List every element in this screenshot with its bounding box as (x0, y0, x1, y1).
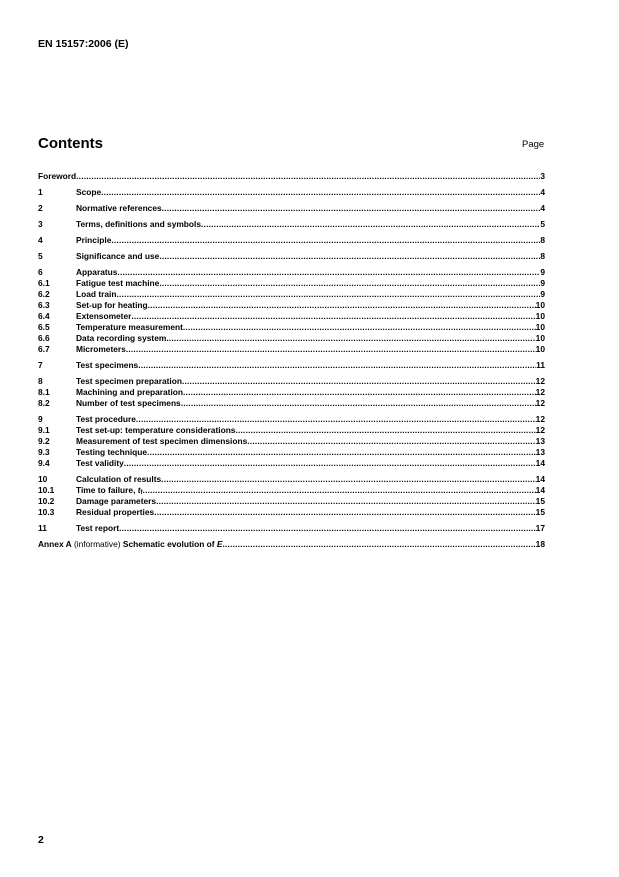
annex-title-text: Schematic evolution of (122, 539, 217, 549)
toc-entry-6-2[interactable] (38, 289, 545, 300)
toc-entry-number: 1 (38, 187, 43, 197)
toc-entry-10[interactable] (38, 474, 545, 485)
toc-entry-10-3[interactable] (38, 507, 545, 518)
toc-entry-title: Number of test specimens (76, 398, 181, 408)
annex-type: (informative) (71, 539, 123, 549)
toc-entry-number: 11 (38, 523, 47, 533)
toc-entry-number: 5 (38, 251, 43, 261)
toc-leader-dots (159, 251, 540, 262)
toc-entry-page: 10 (535, 300, 545, 310)
toc-leader-dots (147, 447, 536, 458)
toc-leader-dots (159, 278, 540, 289)
toc-entry-number: 9.1 (38, 425, 50, 435)
toc-entry-page: 14 (535, 485, 545, 495)
toc-entry-6-1[interactable] (38, 278, 545, 289)
toc-entry-page: 13 (535, 447, 545, 457)
toc-entry-number: 9.4 (38, 458, 50, 468)
toc-entry-title: Testing technique (76, 447, 148, 457)
toc-group-5 (38, 251, 545, 262)
toc-entry-title: Terms, definitions and symbols (76, 219, 202, 229)
toc-entry-title: Test procedure (76, 414, 136, 424)
annex-label: Annex A (38, 539, 72, 549)
toc-entry-title-text: Time to failure, (76, 485, 138, 495)
failure-subscript: f (140, 490, 143, 496)
toc-entry-page: 12 (535, 387, 545, 397)
toc-entry-number: 10.2 (38, 496, 55, 506)
toc-leader-dots (182, 376, 536, 387)
toc-leader-dots (201, 219, 540, 230)
toc-group-3 (38, 219, 545, 230)
toc-entry-page: 9 (540, 267, 545, 277)
toc-entry-number: 9.2 (38, 436, 50, 446)
modulus-variable: E (216, 539, 223, 549)
toc-entry-number: 10.3 (38, 507, 55, 517)
toc-entry-title (38, 539, 222, 550)
toc-entry-number: 10.1 (38, 485, 55, 495)
toc-entry-page: 8 (540, 235, 545, 245)
toc-entry-annex-a[interactable] (38, 539, 545, 550)
toc-leader-dots (117, 267, 540, 278)
toc-entry-page: 17 (535, 523, 545, 533)
toc-entry-number: 8.1 (38, 387, 50, 397)
toc-entry-9[interactable] (38, 414, 545, 425)
toc-entry-title: Temperature measurement (76, 322, 183, 332)
toc-entry-title: Apparatus (76, 267, 118, 277)
toc-entry-7[interactable] (38, 360, 545, 371)
toc-entry-page: 5 (540, 219, 545, 229)
toc-group-6 (38, 267, 545, 355)
toc-entry-foreword[interactable] (38, 171, 545, 182)
toc-entry-2[interactable] (38, 203, 545, 214)
toc-entry-3[interactable] (38, 219, 545, 230)
toc-entry-number: 6.1 (38, 278, 50, 288)
contents-heading: Contents (38, 135, 103, 152)
toc-leader-dots (148, 300, 536, 311)
toc-entry-title: Foreword (38, 171, 77, 181)
toc-entry-number: 2 (38, 203, 43, 213)
toc-entry-page: 10 (535, 333, 545, 343)
toc-group-11 (38, 523, 545, 534)
toc-entry-page: 12 (535, 376, 545, 386)
toc-entry-5[interactable] (38, 251, 545, 262)
toc-entry-number: 6.3 (38, 300, 50, 310)
toc-leader-dots (183, 387, 536, 398)
toc-entry-number: 6.7 (38, 344, 50, 354)
toc-entry-number: 6.6 (38, 333, 50, 343)
toc-leader-dots (116, 289, 540, 300)
toc-entry-page: 12 (535, 414, 545, 424)
toc-entry-9-2[interactable] (38, 436, 545, 447)
toc-entry-title: Measurement of test specimen dimensions (76, 436, 248, 446)
toc-leader-dots (138, 360, 536, 371)
toc-entry-6[interactable] (38, 267, 545, 278)
toc-leader-dots (131, 311, 535, 322)
toc-leader-dots (124, 458, 536, 469)
toc-entry-number: 10 (38, 474, 48, 484)
toc-entry-number: 7 (38, 360, 43, 370)
table-of-contents (38, 171, 545, 555)
toc-entry-title: Test set-up: temperature considerations (76, 425, 236, 435)
toc-leader-dots (183, 322, 536, 333)
toc-entry-number: 3 (38, 219, 43, 229)
toc-leader-dots (222, 539, 535, 550)
toc-entry-title: Test specimens (76, 360, 139, 370)
toc-entry-title: Damage parameters (76, 496, 157, 506)
toc-entry-number: 4 (38, 235, 43, 245)
toc-entry-title: Test specimen preparation (76, 376, 182, 386)
toc-entry-number: 6 (38, 267, 43, 277)
toc-entry-title: Residual properties (76, 507, 155, 517)
toc-entry-number: 9 (38, 414, 43, 424)
toc-entry-page: 10 (535, 311, 545, 321)
page-column-label: Page (522, 139, 545, 150)
toc-leader-dots (140, 485, 536, 496)
toc-entry-page: 15 (535, 496, 545, 506)
toc-entry-page: 10 (535, 344, 545, 354)
toc-leader-dots (247, 436, 535, 447)
toc-entry-page: 9 (540, 278, 545, 288)
toc-entry-title: Significance and use (76, 251, 160, 261)
toc-group-2 (38, 203, 545, 214)
toc-entry-page: 10 (535, 322, 545, 332)
toc-entry-8[interactable] (38, 376, 545, 387)
toc-entry-page: 13 (535, 436, 545, 446)
toc-entry-10-1[interactable] (38, 485, 545, 496)
toc-entry-title: Extensometer (76, 311, 132, 321)
toc-group-9 (38, 414, 545, 469)
toc-entry-8-2[interactable] (38, 398, 545, 409)
toc-entry-title: Normative references (76, 203, 162, 213)
toc-leader-dots (162, 203, 541, 214)
toc-entry-page: 8 (540, 251, 545, 261)
toc-entry-title: Calculation of results (76, 474, 162, 484)
page-number: 2 (38, 834, 44, 846)
toc-group-10 (38, 474, 545, 518)
toc-entry-8-1[interactable] (38, 387, 545, 398)
toc-entry-title: Scope (76, 187, 102, 197)
toc-group-1 (38, 187, 545, 198)
toc-group-7 (38, 360, 545, 371)
toc-entry-6-3[interactable] (38, 300, 545, 311)
toc-entry-number: 6.4 (38, 311, 50, 321)
toc-entry-page: 3 (540, 171, 545, 181)
toc-leader-dots (156, 496, 536, 507)
toc-entry-6-5[interactable] (38, 322, 545, 333)
toc-group-4 (38, 235, 545, 246)
toc-entry-number: 8.2 (38, 398, 50, 408)
toc-entry-9-4[interactable] (38, 458, 545, 469)
toc-entry-number: 9.3 (38, 447, 50, 457)
toc-leader-dots (181, 398, 536, 409)
toc-leader-dots (76, 171, 540, 182)
toc-group-annex-a (38, 539, 545, 550)
toc-group-8 (38, 376, 545, 409)
toc-entry-page: 4 (540, 187, 545, 197)
toc-entry-1[interactable] (38, 187, 545, 198)
toc-entry-page: 18 (535, 539, 545, 549)
toc-leader-dots (136, 414, 536, 425)
toc-entry-10-2[interactable] (38, 496, 545, 507)
toc-entry-number: 6.2 (38, 289, 50, 299)
toc-entry-title: Principle (76, 235, 112, 245)
toc-entry-number: 8 (38, 376, 43, 386)
toc-entry-title: Set-up for heating (76, 300, 148, 310)
toc-entry-number: 6.5 (38, 322, 50, 332)
toc-entry-page: 14 (535, 458, 545, 468)
toc-leader-dots (111, 235, 540, 246)
time-variable: t (137, 485, 141, 495)
toc-group-foreword (38, 171, 545, 182)
toc-entry-page: 14 (535, 474, 545, 484)
toc-leader-dots (161, 474, 536, 485)
toc-entry-4[interactable] (38, 235, 545, 246)
toc-entry-page: 12 (535, 425, 545, 435)
document-identifier: EN 15157:2006 (E) (38, 38, 129, 50)
toc-leader-dots (126, 344, 536, 355)
toc-entry-title: Fatigue test machine (76, 278, 160, 288)
toc-entry-page: 12 (535, 398, 545, 408)
toc-entry-title: Data recording system (76, 333, 167, 343)
toc-entry-6-4[interactable] (38, 311, 545, 322)
toc-entry-title: Test report (76, 523, 120, 533)
toc-entry-9-1[interactable] (38, 425, 545, 436)
toc-entry-9-3[interactable] (38, 447, 545, 458)
toc-leader-dots (101, 187, 540, 198)
toc-entry-title: Micrometers (76, 344, 126, 354)
toc-leader-dots (166, 333, 535, 344)
toc-entry-title: Machining and preparation (76, 387, 184, 397)
toc-leader-dots (235, 425, 535, 436)
toc-leader-dots (119, 523, 536, 534)
toc-entry-6-7[interactable] (38, 344, 545, 355)
toc-entry-page: 4 (540, 203, 545, 213)
toc-entry-page: 15 (535, 507, 545, 517)
toc-leader-dots (154, 507, 535, 518)
toc-entry-11[interactable] (38, 523, 545, 534)
toc-entry-page: 9 (540, 289, 545, 299)
toc-entry-title: Load train (76, 289, 117, 299)
toc-entry-page: 11 (536, 360, 545, 370)
toc-entry-6-6[interactable] (38, 333, 545, 344)
toc-entry-title: Test validity (76, 458, 124, 468)
